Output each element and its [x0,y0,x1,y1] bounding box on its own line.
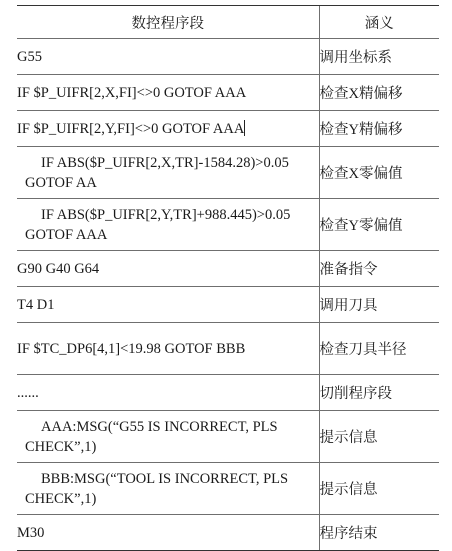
meaning-cell: 检查X零偏值 [319,147,439,199]
table-row [17,75,439,111]
table-row [17,111,439,147]
header-code: 数控程序段 [17,6,319,39]
header-meaning: 涵义 [319,6,439,39]
meaning-cell: 提示信息 [319,411,439,463]
code-cell: BBB:MSG(“TOOL IS INCORRECT, PLS CHECK”,1) [17,463,319,515]
code-text: IF $P_UIFR[2,Y,FI]<>0 GOTOF AAA [17,120,245,137]
table-row [17,463,439,515]
code-cell: IF ABS($P_UIFR[2,X,TR]-1584.28)>0.05 GOTOF AA [17,147,319,199]
meaning-cell: 调用坐标系 [319,39,439,75]
code-cell: IF ABS($P_UIFR[2,Y,TR]+988.445)>0.05 GOTOF AAA [17,199,319,251]
table-row [17,375,439,411]
meaning-cell: 程序结束 [319,515,439,551]
code-cell: G55 [17,39,319,75]
nc-program-table [17,5,439,551]
meaning-cell: 检查刀具半径 [319,323,439,375]
table-header-row [17,6,439,39]
table-row [17,323,439,375]
code-cell: G90 G40 G64 [17,251,319,287]
code-cell: IF $TC_DP6[4,1]<19.98 GOTOF BBB [17,323,319,375]
code-cell: M30 [17,515,319,551]
meaning-cell: 准备指令 [319,251,439,287]
table-row [17,199,439,251]
code-cell: AAA:MSG(“G55 IS INCORRECT, PLS CHECK”,1) [17,411,319,463]
table-row [17,147,439,199]
code-cell: T4 D1 [17,287,319,323]
meaning-cell: 检查Y零偏值 [319,199,439,251]
meaning-cell: 检查X精偏移 [319,75,439,111]
meaning-cell: 提示信息 [319,463,439,515]
meaning-cell: 调用刀具 [319,287,439,323]
table-row [17,287,439,323]
table-row [17,515,439,551]
code-cell [17,111,319,147]
table-row [17,39,439,75]
code-cell: ...... [17,375,319,411]
code-cell: IF $P_UIFR[2,X,FI]<>0 GOTOF AAA [17,75,319,111]
text-cursor [244,120,245,136]
table-row [17,251,439,287]
meaning-cell: 检查Y精偏移 [319,111,439,147]
table-row [17,411,439,463]
meaning-cell: 切削程序段 [319,375,439,411]
